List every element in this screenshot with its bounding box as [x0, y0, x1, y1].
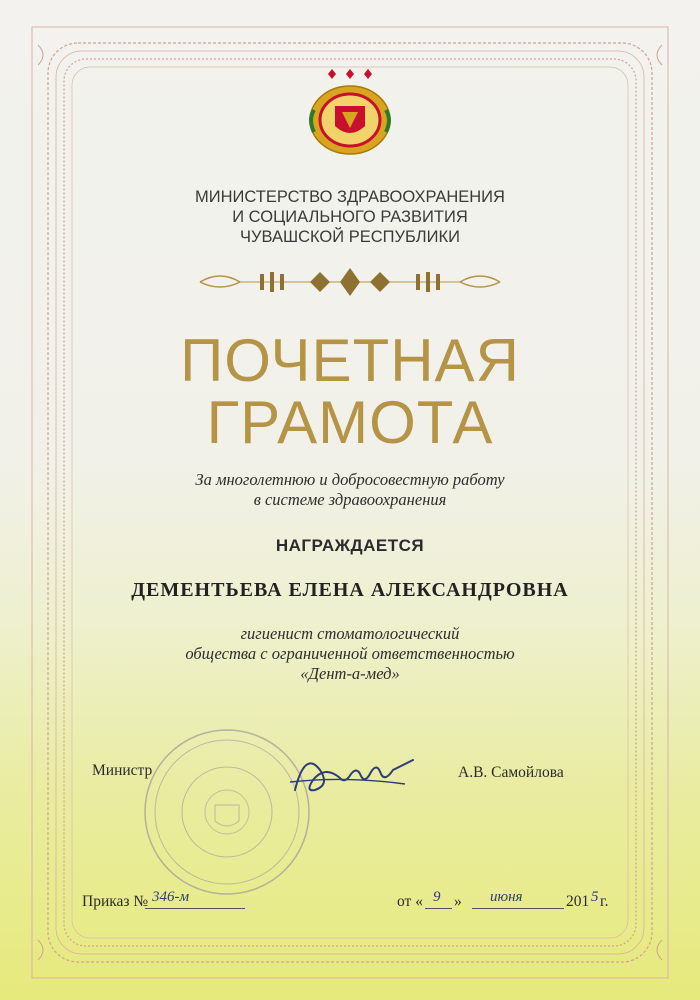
year-prefix: 201 — [566, 893, 590, 910]
date-prefix: от « — [397, 893, 423, 910]
position-line-3: «Дент-а-мед» — [300, 664, 400, 683]
ministry-name — [0, 187, 700, 247]
reason-line-2: в системе здравоохранения — [253, 490, 447, 509]
award-reason — [0, 470, 700, 510]
ministry-line-3: ЧУВАШСКОЙ РЕСПУБЛИКИ — [240, 228, 460, 246]
awarded-label: НАГРАЖДАЕТСЯ — [275, 536, 425, 555]
recipient-name: ДЕМЕНТЬЕВА ЕЛЕНА АЛЕКСАНДРОВНА — [131, 579, 569, 601]
order-label: Приказ № — [82, 893, 149, 910]
order-month: июня — [490, 889, 523, 905]
reason-line-1: За многолетнюю и добросовестную работу — [195, 470, 505, 489]
position-line-1: гигиенист стоматологический — [240, 624, 460, 643]
order-day: 9 — [433, 889, 441, 905]
position-line-2: общества с ограниченной ответственностью — [185, 644, 515, 663]
order-number-underline — [145, 908, 245, 909]
ministry-line-1: МИНИСТЕРСТВО ЗДРАВООХРАНЕНИЯ — [195, 188, 505, 206]
order-number: 346-м — [152, 889, 190, 905]
ministry-line-2: И СОЦИАЛЬНОГО РАЗВИТИЯ — [232, 208, 468, 226]
title-line-1: ПОЧЕТНАЯ — [180, 327, 520, 394]
ornament-divider — [190, 262, 510, 302]
month-underline — [472, 908, 564, 909]
recipient-position — [0, 624, 700, 684]
signatory-name: А.В. Самойлова — [458, 764, 564, 781]
year-unit: г. — [600, 893, 609, 910]
day-close: » — [454, 893, 462, 910]
coat-of-arms-emblem — [300, 68, 400, 158]
handwritten-signature — [285, 740, 425, 810]
year-suffix: 5 — [591, 889, 599, 905]
signatory-title: Министр — [92, 762, 153, 779]
day-underline — [425, 908, 452, 909]
title-line-2: ГРАМОТА — [206, 389, 494, 456]
